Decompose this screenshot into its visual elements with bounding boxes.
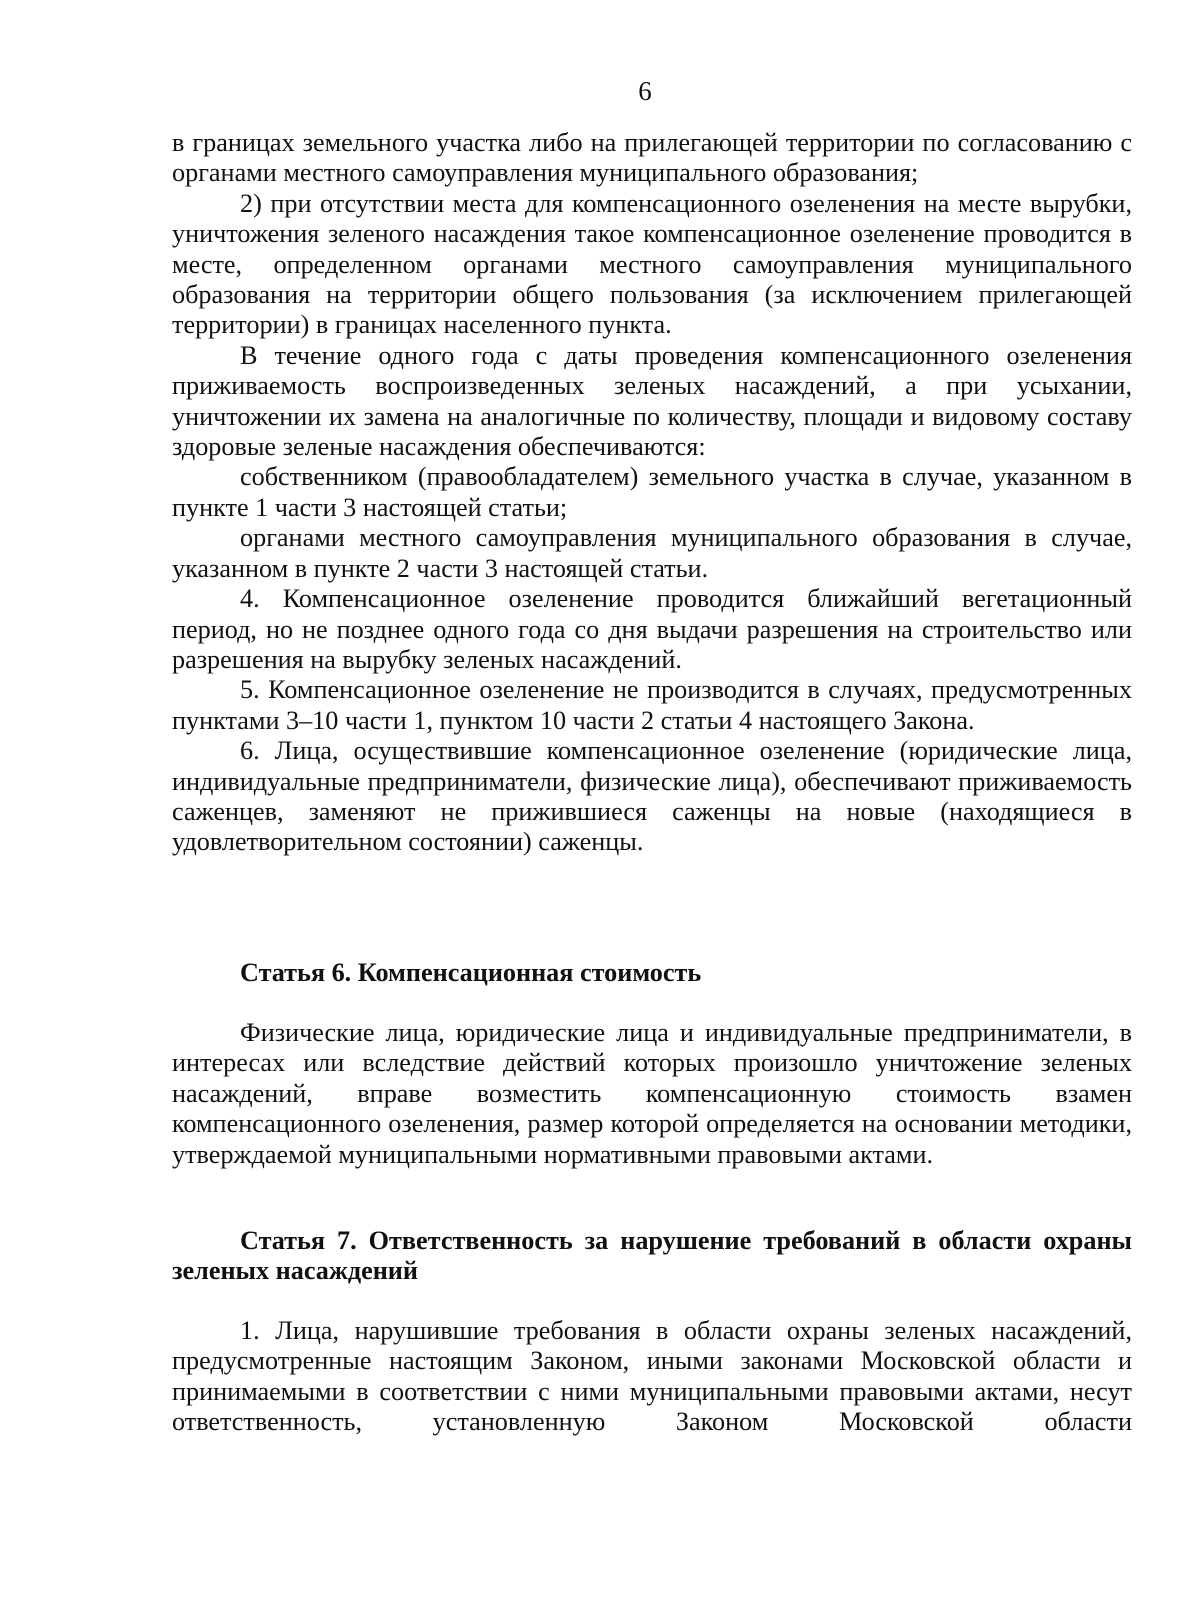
paragraph: Физические лица, юридические лица и индивидуальные предприниматели, в интересах или вследствие действий которых произошло уничтожение зеленых насаждений, вправе возместить компенсационную стоимость взамен компенсационного озеленения, размер которой определяется на основании методики, утверждаемой муниципальными нормативными правовыми актами.	[172, 1018, 1132, 1169]
article6-heading: Статья 6. Компенсационная стоимость	[240, 958, 702, 987]
paragraph: 6. Лица, осуществившие компенсационное озеленение (юридические лица, индивидуальные предприниматели, физические лица), обеспечивают приживаемость саженцев, заменяют не прижившиеся саженцы на новые (находящиеся в удовлетворительном состоянии) саженцы.	[172, 736, 1132, 857]
paragraph: 2) при отсутствии места для компенсационного озеленения на месте вырубки, уничтожения зеленого насаждения такое компенсационное озеленение проводится в месте, определенном органами местного самоуправления муниципального образования на территории общего пользования (за исключением прилегающей территории) в границах населенного пункта.	[172, 188, 1132, 340]
paragraph: в границах земельного участка либо на прилегающей территории по согласованию с органами местного самоуправления муниципального образования;	[172, 128, 1132, 188]
article7-heading: Статья 7. Ответственность за нарушение требований в области охраны зеленых насаждений	[172, 1226, 1132, 1286]
paragraph: 5. Компенсационное озеленение не производится в случаях, предусмотренных пунктами 3–10 части 1, пунктом 10 части 2 статьи 4 настоящего Закона.	[172, 675, 1132, 735]
article5-continuation	[172, 128, 1132, 858]
article6-body	[172, 1018, 1132, 1170]
paragraph: 1. Лица, нарушившие требования в области охраны зеленых насаждений, предусмотренные настоящим Законом, иными законами Московской области и принимаемыми в соответствии с ними муниципальными правовыми актами, несут ответственность, установленную Законом Московской области	[172, 1316, 1132, 1437]
paragraph: В течение одного года с даты проведения компенсационного озеленения приживаемость воспроизведенных зеленых насаждений, а при усыхании, уничтожении их замена на аналогичные по количеству, площади и видовому составу здоровые зеленые насаждения обеспечиваются:	[172, 340, 1132, 462]
page-number: 6	[638, 76, 652, 106]
paragraph: органами местного самоуправления муниципального образования в случае, указанном в пункте 2 части 3 настоящей статьи.	[172, 523, 1132, 583]
article7-body	[172, 1316, 1132, 1438]
paragraph: собственником (правообладателем) земельного участка в случае, указанном в пункте 1 части 3 настоящей статьи;	[172, 462, 1132, 522]
paragraph: 4. Компенсационное озеленение проводится ближайший вегетационный период, но не позднее одного года со дня выдачи разрешения на строительство или разрешения на вырубку зеленых насаждений.	[172, 584, 1132, 674]
